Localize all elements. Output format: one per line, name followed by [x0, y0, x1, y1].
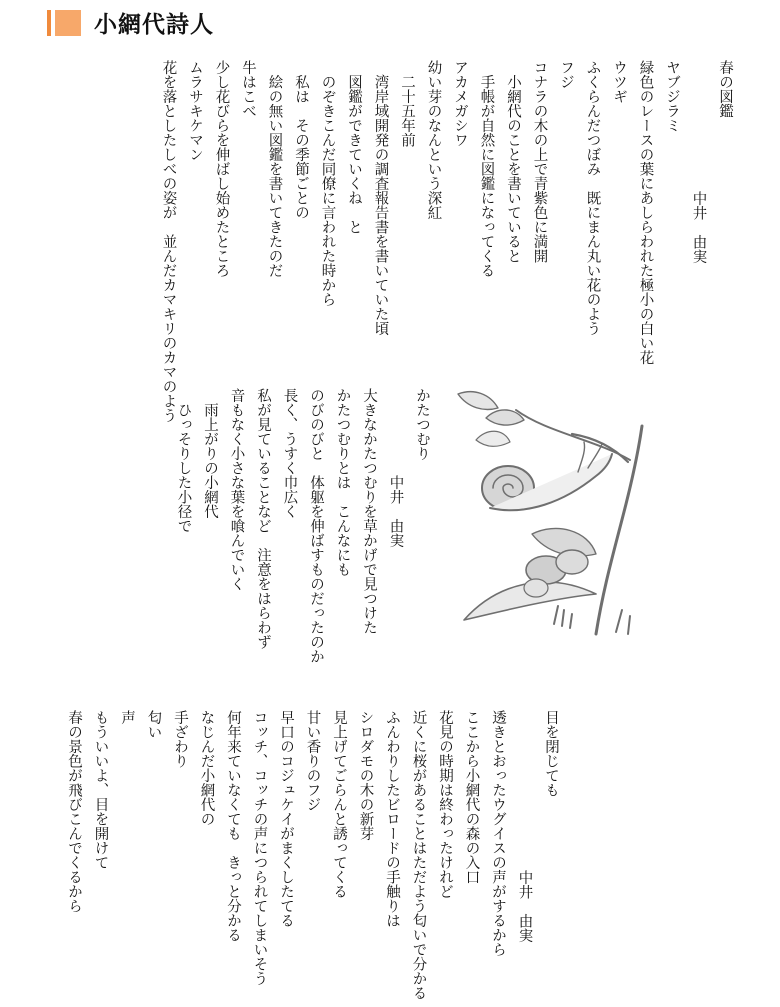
poem-line: フジ: [558, 60, 574, 89]
poem-line: ふくらんだつぼみ 既にまん丸い花のよう: [584, 60, 601, 336]
poem-line: 長く、うすく巾広く: [281, 388, 298, 519]
poem-line: のびのびと 体躯を伸ばすものだったのか: [308, 388, 324, 664]
poem-line: 小網代のことを書いていると: [505, 60, 521, 263]
poem-line: 絵の無い図鑑を書いてきたのだ: [266, 60, 283, 278]
poem-line: のぞきこんだ同僚に言われた時から: [319, 60, 336, 307]
poem-line: 花を落としたしべの姿が 並んだカマキリのカマのよう: [160, 60, 177, 423]
leaf-stroke: [458, 392, 498, 410]
poem-line: コナラの木の上で青紫色に満開: [531, 60, 548, 263]
poem-spring-encyclopedia: [155, 60, 738, 423]
poem-line: 何年来ていなくても きっと分かる: [225, 710, 241, 942]
poem-title: 春の図鑑: [717, 60, 733, 118]
poem-title: かたつむり: [414, 388, 430, 461]
poem-line: 甘い香りのフジ: [304, 710, 321, 812]
accent-bar: [47, 10, 51, 36]
snail-illustration: [446, 384, 646, 646]
poem-line: ウツギ: [611, 60, 627, 104]
poem-eyes-closed: [61, 710, 565, 1000]
accent-square: [55, 10, 81, 36]
poem-line: 手ざわり: [172, 710, 188, 768]
poem-line: 手帳が自然に図鑑になってくる: [478, 60, 495, 278]
poem-line: 大きなかたつむりを草かげで見つけた: [361, 388, 377, 635]
poem-line: 音もなく小さな葉を喰んでいく: [228, 388, 245, 591]
poem-author: 中井 由実: [690, 190, 707, 263]
poem-snail: [170, 388, 435, 664]
poem-author: 中井 由実: [387, 475, 404, 548]
poem-line: ムラサキケマン: [187, 60, 203, 162]
poem-line: ヤブジラミ: [664, 60, 680, 133]
poem-line: ここから小網代の森の入口: [463, 710, 480, 884]
poem-line: 私が見ていることなど 注意をはらわず: [255, 388, 271, 649]
poem-line: 私は その季節ごとの: [293, 60, 309, 220]
poem-line: コッチ、コッチの声につられてしまいそう: [251, 710, 268, 986]
page-title: 小網代詩人: [94, 12, 214, 38]
poem-title: 目を閉じても: [543, 710, 559, 797]
poem-line: かたつむりとは こんなにも: [334, 388, 351, 577]
poem-line: 透きとおったウグイスの声がするから: [490, 710, 506, 957]
poem-line: 幼い芽のなんという深紅: [425, 60, 442, 220]
branch-stroke: [596, 426, 642, 634]
page-header: [0, 0, 780, 44]
poem-line: 見上げてごらんと誘ってくる: [331, 710, 347, 899]
poem-line: 湾岸域開発の調査報告書を書いていた頃: [372, 60, 389, 336]
poem-line: ふんわりしたビロードの手触りは: [384, 710, 400, 928]
poem-line: 少し花びらを伸ばし始めたところ: [213, 60, 230, 278]
poem-line: もういいよ、目を開けて: [92, 710, 109, 870]
poem-line: なじんだ小網代の: [198, 710, 215, 826]
poem-line: 緑色のレースの葉にあしらわれた極小の白い花: [637, 60, 654, 365]
poem-line: 匂い: [145, 710, 162, 739]
poem-line: 二十五年前: [399, 60, 415, 147]
poem-line: 早口のコジュケイがまくしたてる: [278, 710, 294, 928]
poem-line: 図鑑ができていくね と: [346, 60, 362, 234]
poem-line: シロダモの木の新芽: [357, 710, 374, 841]
poem-line: ひっそりした小径で: [175, 388, 192, 533]
poem-line: 牛はこべ: [240, 60, 256, 118]
poem-author: 中井 由実: [516, 869, 533, 942]
poem-line: 声: [119, 710, 135, 725]
poem-line: 近くに桜があることはただよう匂いで分かる: [410, 710, 427, 1000]
poem-line: アカメガシワ: [452, 60, 468, 147]
poem-line: 花見の時期は終わったけれど: [437, 710, 453, 899]
poem-line: 雨上がりの小網代: [202, 388, 218, 519]
poem-line: 春の景色が飛びこんでくるから: [66, 710, 82, 913]
